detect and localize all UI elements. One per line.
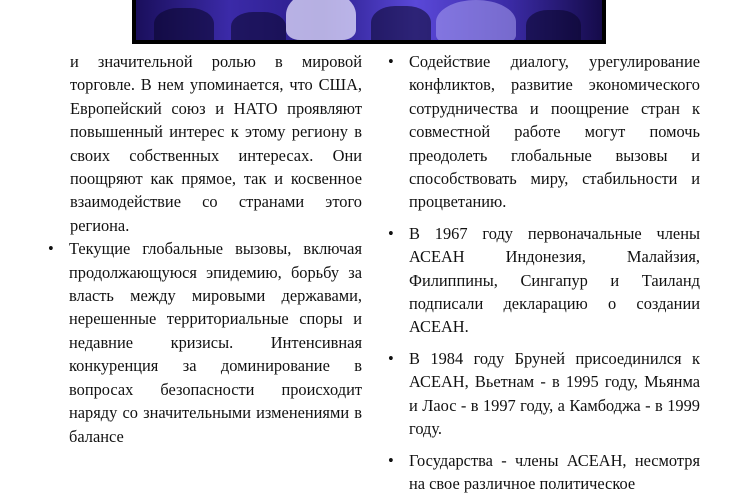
left-column: [48, 50, 362, 456]
header-photo: [132, 0, 606, 44]
bullet-marker: •: [388, 52, 394, 71]
left-bullet-list: [48, 237, 362, 448]
bullet-marker: •: [388, 348, 394, 368]
conference-audience-image: [136, 0, 602, 40]
continued-paragraph: и значительной ролью в мировой торговле. В нем упоминается, что США, Европейский союз и НАТО проявляют повышенный интерес к этому региону в своих собственных интересах. Они поощряют как прямое, так и косвенное взаимодействие со странами этого региона.: [70, 52, 362, 235]
list-item: [388, 222, 700, 339]
list-item: [388, 449, 700, 496]
bullet-marker: •: [388, 450, 394, 470]
list-item: [388, 347, 700, 441]
list-item-text: Содействие диалогу, урегулирование конфликтов, развитие экономического сотрудничества и поощрение стран к совместной работе могут помочь преодолеть глобальные вызовы и способствовать миру, стабильности и процветанию.: [409, 52, 700, 212]
list-item-text: В 1984 году Бруней присоединился к АСЕАН, Вьетнам - в 1995 году, Мьянма и Лаос - в 1997 году, а Камбоджа - в 1999 году.: [409, 348, 700, 439]
list-item: [388, 50, 700, 214]
list-item: [48, 237, 362, 448]
list-item-text: В 1967 году первоначальные члены АСЕАН Индонезия, Малайзия, Филиппины, Сингапур и Таиланд подписали декларацию о создании АСЕАН.: [409, 223, 700, 337]
list-item-text: Текущие глобальные вызовы, включая продолжающуюся эпидемию, борьбу за власть между мировыми державами, нерешенные территориальные споры и недавние кризисы. Интенсивная конкуренция за доминирование в вопросах безопасности происходит наряду со значительными изменениями в балансе: [69, 239, 362, 446]
right-column: [388, 50, 700, 503]
right-bullet-list: [388, 50, 700, 495]
bullet-marker: •: [48, 239, 54, 259]
list-item-text: Государства - члены АСЕАН, несмотря на свое различное политическое: [409, 450, 700, 493]
bullet-marker: •: [388, 223, 394, 243]
